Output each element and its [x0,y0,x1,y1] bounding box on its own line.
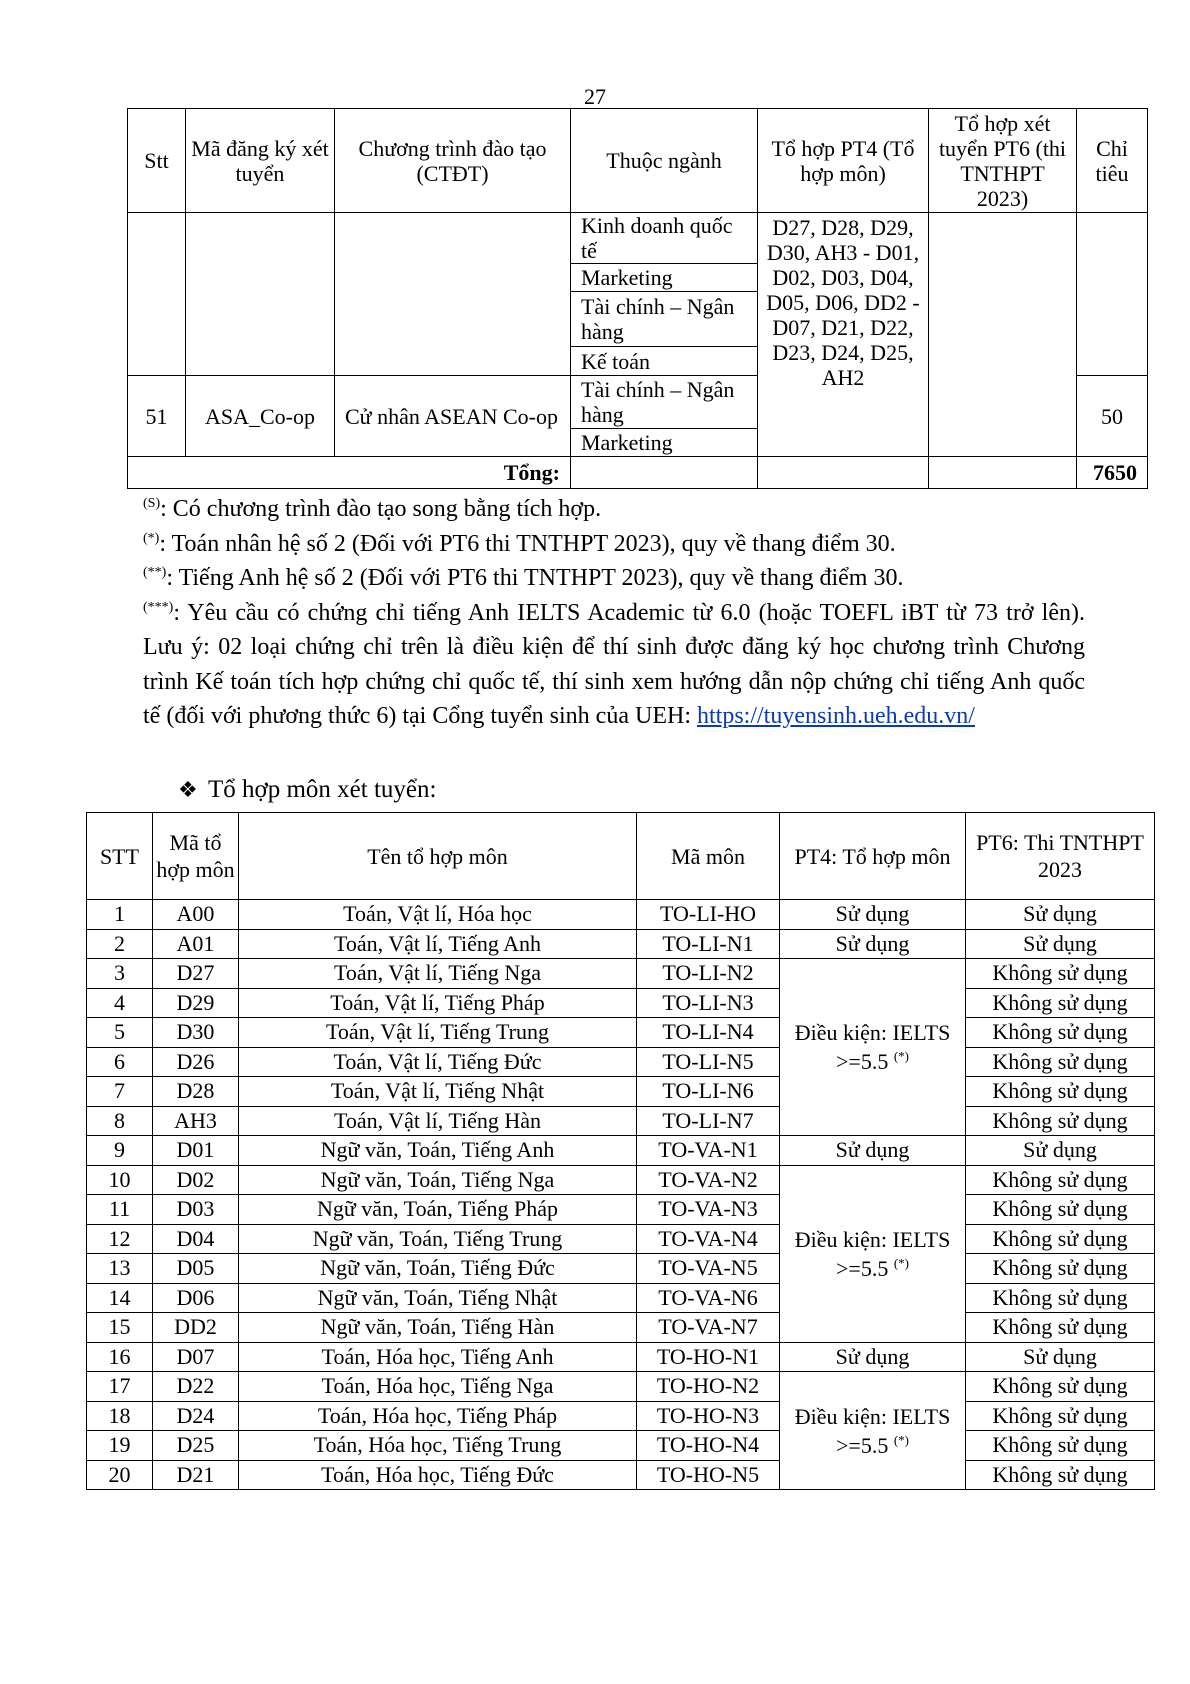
table-row [87,929,1155,959]
table-row [87,1342,1155,1372]
cell-pt6: Không sử dụng [966,1224,1155,1254]
section-heading-text: Tổ hợp môn xét tuyển: [208,776,437,803]
table-row [87,1018,1155,1048]
cell-code: D01 [153,1136,239,1166]
cell-code: D04 [153,1224,239,1254]
cell-stt: 5 [87,1018,153,1048]
condition-mark: (*) [893,1432,909,1448]
subject-combination-table [86,812,1155,1490]
cell-subject: TO-VA-N1 [637,1136,780,1166]
cell-stt: 3 [87,959,153,989]
cell-subject: TO-HO-N4 [637,1431,780,1461]
cell-stt: 2 [87,929,153,959]
cell-pt6: Không sử dụng [966,1372,1155,1402]
footnote-text: : Tiếng Anh hệ số 2 (Đối với PT6 thi TNTHPT 2023), quy về thang điểm 30. [166,565,904,591]
cell-name: Ngữ văn, Toán, Tiếng Hàn [239,1313,637,1343]
table-row [87,1254,1155,1284]
cell-name: Toán, Hóa học, Tiếng Nga [239,1372,637,1402]
cell-name: Ngữ văn, Toán, Tiếng Pháp [239,1195,637,1225]
cell-pt6: Không sử dụng [966,1283,1155,1313]
table-row [87,1401,1155,1431]
cell-code: D24 [153,1401,239,1431]
cell-pt6: Không sử dụng [966,1195,1155,1225]
header-quota: Chỉ tiêu [1077,109,1148,213]
cell-stt: 12 [87,1224,153,1254]
cell-subject: TO-HO-N2 [637,1372,780,1402]
cell-subject: TO-VA-N7 [637,1313,780,1343]
cell-code: D05 [153,1254,239,1284]
row51-program: Cử nhân ASEAN Co-op [335,376,571,457]
cell-name: Ngữ văn, Toán, Tiếng Đức [239,1254,637,1284]
cell-name: Toán, Hóa học, Tiếng Trung [239,1431,637,1461]
cell-code: D07 [153,1342,239,1372]
table-row [87,1106,1155,1136]
table-row [87,1283,1155,1313]
header-pt4: PT4: Tổ hợp môn [780,813,966,900]
cell-name: Toán, Vật lí, Tiếng Trung [239,1018,637,1048]
cell-subject: TO-VA-N4 [637,1224,780,1254]
cell-subject: TO-LI-N4 [637,1018,780,1048]
cell-subject: TO-LI-N1 [637,929,780,959]
major-cell: Marketing [571,429,758,457]
cell-code: D27 [153,959,239,989]
footnote-s [143,492,1085,527]
table-row [87,1047,1155,1077]
table-row [87,1136,1155,1166]
cell-subject: TO-HO-N5 [637,1460,780,1490]
cell-subject: TO-LI-N6 [637,1077,780,1107]
header-pt6: Tổ hợp xét tuyển PT6 (thi TNTHPT 2023) [929,109,1077,213]
footnote-mark: (***) [143,599,174,615]
cell-pt6: Không sử dụng [966,1018,1155,1048]
cell-pt4: Sử dụng [780,900,966,930]
cell-subject: TO-HO-N1 [637,1342,780,1372]
major-cell: Kinh doanh quốc tế [571,213,758,264]
cell-stt: 11 [87,1195,153,1225]
cell-stt: 16 [87,1342,153,1372]
header-stt: Stt [128,109,186,213]
total-label: Tổng: [128,457,571,489]
cell-code: D21 [153,1460,239,1490]
condition-text: Điều kiện: IELTS >=5.5 [794,1403,951,1458]
section-heading [178,776,436,804]
table-row [87,1431,1155,1461]
cell-stt: 17 [87,1372,153,1402]
cell-stt: 1 [87,900,153,930]
cell-code: DD2 [153,1313,239,1343]
cell-stt: 20 [87,1460,153,1490]
cell-code: D02 [153,1165,239,1195]
cell-name: Toán, Vật lí, Tiếng Pháp [239,988,637,1018]
header-program: Chương trình đào tạo (CTĐT) [335,109,571,213]
cell-code: D25 [153,1431,239,1461]
cell-pt6: Không sử dụng [966,1460,1155,1490]
table-row [87,1372,1155,1402]
major-cell: Marketing [571,264,758,292]
cell-pt6: Không sử dụng [966,1165,1155,1195]
cell-subject: TO-LI-N7 [637,1106,780,1136]
cell-code: D06 [153,1283,239,1313]
cell-name: Toán, Vật lí, Tiếng Nhật [239,1077,637,1107]
cell-stt: 9 [87,1136,153,1166]
cell-stt: 14 [87,1283,153,1313]
cell-stt: 13 [87,1254,153,1284]
empty-cell [128,213,186,376]
cell-stt: 4 [87,988,153,1018]
major-cell: Tài chính – Ngân hàng [571,376,758,429]
footnote-text: : Yêu cầu có chứng chỉ tiếng Anh IELTS Academic từ 6.0 (hoặc TOEFL iBT từ 73 trở lên). Lưu ý: 02 loại chứng chỉ trên là điều kiện để thí sinh được đăng ký học chương trình Chương trình Kế toán tích hợp chứng chỉ quốc tế, thí sinh xem hướng dẫn nộp chứng chỉ tiếng Anh quốc tế (đối với phương thức 6) tại Cổng tuyển sinh của UEH: [143,599,1085,729]
cell-pt6: Không sử dụng [966,1106,1155,1136]
empty-cell [929,457,1077,489]
pt4-combo-cell: D27, D28, D29, D30, AH3 - D01, D02, D03, D04, D05, D06, DD2 - D07, D21, D22, D23, D24, D25, AH2 [758,213,929,457]
cell-pt6: Sử dụng [966,900,1155,930]
row51-code: ASA_Co-op [186,376,335,457]
admission-link[interactable]: https://tuyensinh.ueh.edu.vn/ [696,703,975,729]
cell-pt6: Sử dụng [966,929,1155,959]
empty-cell [571,457,758,489]
cell-name: Ngữ văn, Toán, Tiếng Nga [239,1165,637,1195]
cell-code: D29 [153,988,239,1018]
condition-text: Điều kiện: IELTS >=5.5 [794,1226,951,1281]
header-pt6: PT6: Thi TNTHPT 2023 [966,813,1155,900]
cell-code: D30 [153,1018,239,1048]
cell-pt6: Không sử dụng [966,1047,1155,1077]
table-row [87,959,1155,989]
cell-stt: 15 [87,1313,153,1343]
table-row [87,900,1155,930]
cell-name: Toán, Vật lí, Tiếng Đức [239,1047,637,1077]
table-row [87,1313,1155,1343]
empty-cell [758,457,929,489]
condition-cell [780,1372,966,1490]
cell-name: Ngữ văn, Toán, Tiếng Trung [239,1224,637,1254]
footnote-mark: (**) [143,565,167,580]
cell-code: A01 [153,929,239,959]
cell-name: Toán, Vật lí, Tiếng Hàn [239,1106,637,1136]
cell-pt6: Sử dụng [966,1136,1155,1166]
header-pt4: Tổ hợp PT4 (Tổ hợp môn) [758,109,929,213]
row51-quota: 50 [1077,376,1148,457]
cell-name: Toán, Hóa học, Tiếng Pháp [239,1401,637,1431]
cell-name: Toán, Vật lí, Tiếng Anh [239,929,637,959]
cell-subject: TO-VA-N5 [637,1254,780,1284]
empty-cell [186,213,335,376]
empty-cell [1077,213,1148,376]
cell-stt: 18 [87,1401,153,1431]
cell-pt4: Sử dụng [780,1136,966,1166]
header-major: Thuộc ngành [571,109,758,213]
cell-pt4: Sử dụng [780,929,966,959]
cell-name: Toán, Hóa học, Tiếng Anh [239,1342,637,1372]
footnote-mark: (*) [143,530,160,546]
cell-pt6: Không sử dụng [966,1401,1155,1431]
cell-name: Ngữ văn, Toán, Tiếng Nhật [239,1283,637,1313]
diamond-bullet-icon: ❖ [178,777,198,802]
cell-subject: TO-LI-HO [637,900,780,930]
cell-stt: 6 [87,1047,153,1077]
cell-code: D03 [153,1195,239,1225]
cell-subject: TO-VA-N6 [637,1283,780,1313]
page-number: 27 [584,84,606,109]
cell-subject: TO-VA-N3 [637,1195,780,1225]
empty-cell [335,213,571,376]
cell-code: AH3 [153,1106,239,1136]
table-row [87,1195,1155,1225]
total-value: 7650 [1077,457,1148,489]
cell-subject: TO-HO-N3 [637,1401,780,1431]
cell-pt6: Không sử dụng [966,1431,1155,1461]
header-combo-code: Mã tổ hợp môn [153,813,239,900]
cell-pt6: Không sử dụng [966,1077,1155,1107]
header-subject-code: Mã môn [637,813,780,900]
cell-subject: TO-LI-N5 [637,1047,780,1077]
condition-mark: (*) [893,1048,909,1064]
cell-stt: 7 [87,1077,153,1107]
table-row [87,1224,1155,1254]
cell-pt6: Không sử dụng [966,1313,1155,1343]
footnote-mark: (S) [143,496,161,511]
footnote-text: : Có chương trình đào tạo song bằng tích hợp. [160,496,602,522]
program-table [127,108,1148,489]
footnotes [143,492,1085,734]
cell-pt6: Không sử dụng [966,959,1155,989]
major-cell: Tài chính – Ngân hàng [571,292,758,347]
cell-name: Toán, Vật lí, Hóa học [239,900,637,930]
cell-pt6: Sử dụng [966,1342,1155,1372]
footnote-text: : Toán nhân hệ số 2 (Đối với PT6 thi TNTHPT 2023), quy về thang điểm 30. [159,530,896,557]
footnote-triple-star [143,596,1085,734]
table-row [87,988,1155,1018]
cell-pt6: Không sử dụng [966,988,1155,1018]
cell-code: D26 [153,1047,239,1077]
cell-stt: 19 [87,1431,153,1461]
cell-subject: TO-LI-N3 [637,988,780,1018]
condition-mark: (*) [893,1255,909,1271]
cell-stt: 8 [87,1106,153,1136]
table-row [87,1460,1155,1490]
header-stt: STT [87,813,153,900]
header-code: Mã đăng ký xét tuyển [186,109,335,213]
header-combo-name: Tên tổ hợp môn [239,813,637,900]
cell-code: D22 [153,1372,239,1402]
table-row [87,1165,1155,1195]
cell-subject: TO-VA-N2 [637,1165,780,1195]
condition-text: Điều kiện: IELTS >=5.5 [794,1020,951,1074]
cell-code: D28 [153,1077,239,1107]
cell-name: Toán, Vật lí, Tiếng Nga [239,959,637,989]
cell-pt4: Sử dụng [780,1342,966,1372]
cell-subject: TO-LI-N2 [637,959,780,989]
pt6-cell [929,213,1077,457]
condition-cell [780,1165,966,1342]
condition-cell [780,959,966,1136]
footnote-star [143,527,1085,562]
table-row [87,1077,1155,1107]
major-cell: Kế toán [571,347,758,376]
cell-name: Toán, Hóa học, Tiếng Đức [239,1460,637,1490]
cell-stt: 10 [87,1165,153,1195]
cell-name: Ngữ văn, Toán, Tiếng Anh [239,1136,637,1166]
cell-code: A00 [153,900,239,930]
cell-pt6: Không sử dụng [966,1254,1155,1284]
footnote-double-star [143,561,1085,596]
row51-stt: 51 [128,376,186,457]
